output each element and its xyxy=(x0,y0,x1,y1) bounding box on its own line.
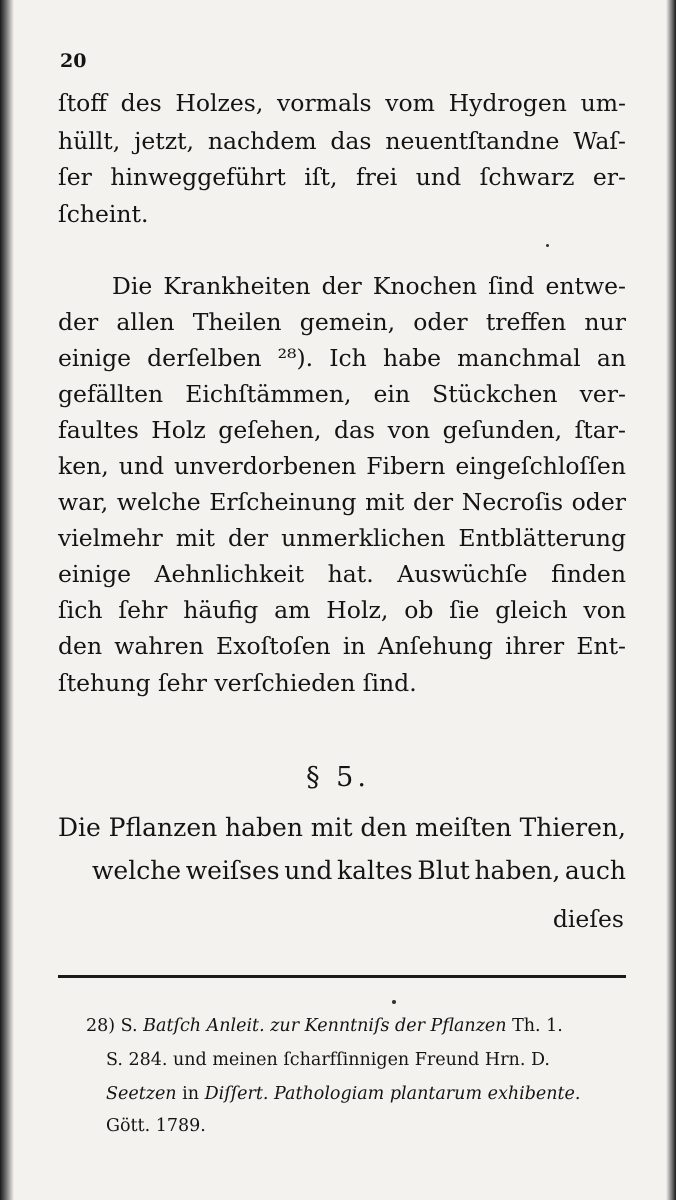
footnote-text: Th. 1. xyxy=(506,1016,563,1036)
word: um- xyxy=(580,89,626,117)
word: ſie xyxy=(449,596,480,624)
text-line xyxy=(58,815,626,840)
page-number: 20 xyxy=(60,50,87,72)
word: der xyxy=(321,272,362,300)
word: Thieren, xyxy=(519,813,626,842)
text-line: ſtehung ſehr verſchieden ſind. xyxy=(58,669,417,697)
word: gemein, xyxy=(299,308,396,336)
footnote-author: Seetzen xyxy=(106,1084,177,1104)
word: ſtoff xyxy=(58,89,107,117)
text-line xyxy=(58,344,626,372)
word: entwe- xyxy=(545,272,626,300)
word: vom xyxy=(385,89,435,117)
word: von xyxy=(387,416,431,444)
word: hinweggeführt xyxy=(110,163,286,191)
text-line xyxy=(58,380,626,408)
word: haben xyxy=(225,813,303,842)
text-line xyxy=(58,488,626,516)
word: ob xyxy=(404,596,434,624)
word: allen xyxy=(116,308,175,336)
word: manchmal xyxy=(457,344,581,372)
text-line xyxy=(58,452,626,480)
word: Erſcheinung xyxy=(209,488,357,516)
word: ²⁸). xyxy=(277,344,314,372)
word: frei xyxy=(355,163,398,191)
word: und xyxy=(284,856,333,885)
word: geſunden, xyxy=(442,416,563,444)
word: in xyxy=(342,632,366,660)
word: Holz xyxy=(151,416,206,444)
word: hüllt, xyxy=(58,127,121,155)
word: geſehen, xyxy=(218,416,322,444)
page-edge-left xyxy=(0,0,14,1200)
word: gleich xyxy=(495,596,568,624)
word: Die xyxy=(58,813,101,842)
word: kaltes xyxy=(337,856,413,885)
word: wahren xyxy=(114,632,204,660)
word: das xyxy=(333,416,376,444)
footnote-line: Gött. 1789. xyxy=(106,1116,206,1136)
page-edge-right xyxy=(666,0,676,1200)
word: des xyxy=(120,89,162,117)
text-line xyxy=(58,560,626,588)
footnote-line: S. 284. und meinen ſcharfſinnigen Freund Hrn. D. xyxy=(106,1050,550,1070)
footnote-marker: 28) S. xyxy=(86,1016,144,1036)
word: faultes xyxy=(58,416,139,444)
word: am xyxy=(274,596,311,624)
word: von xyxy=(583,596,626,624)
word: einige xyxy=(58,344,132,372)
word: Waſ- xyxy=(573,127,626,155)
word: vormals xyxy=(277,89,372,117)
word: einige xyxy=(58,560,132,588)
word: neuentſtandne xyxy=(385,127,560,155)
word: und xyxy=(118,452,165,480)
word: ſich xyxy=(58,596,103,624)
word: ſchwarz xyxy=(479,163,575,191)
word: Aehnlichkeit xyxy=(154,560,305,588)
word: oder xyxy=(571,488,626,516)
word: welche xyxy=(92,856,182,885)
catchword: dieſes xyxy=(552,905,624,933)
word: häufig xyxy=(183,596,259,624)
word: oder xyxy=(413,308,468,336)
word: nur xyxy=(584,308,626,336)
word: ſtar- xyxy=(574,416,626,444)
word: gefällten xyxy=(58,380,164,408)
word: Anſehung xyxy=(377,632,493,660)
word: Necroſis xyxy=(461,488,564,516)
word: Fibern xyxy=(366,452,446,480)
word: eingeſchloſſen xyxy=(455,452,626,480)
word: finden xyxy=(551,560,626,588)
word: derſelben xyxy=(147,344,262,372)
text-line xyxy=(58,163,626,191)
text-line xyxy=(58,596,626,624)
text-line: ſcheint. xyxy=(58,200,149,228)
footnote-citation: Batſch Anleit. zur Kenntniſs der Pflanzen xyxy=(143,1016,507,1036)
word: Eichſtämmen, xyxy=(185,380,352,408)
word: hat. xyxy=(327,560,374,588)
word: er- xyxy=(592,163,626,191)
word: Theilen xyxy=(192,308,282,336)
text-line xyxy=(92,858,626,883)
word: den xyxy=(58,632,103,660)
section-heading: § 5. xyxy=(306,762,370,793)
footnote-line xyxy=(106,1086,580,1104)
word: welche xyxy=(116,488,201,516)
text-line xyxy=(58,632,626,660)
text-line xyxy=(58,524,626,552)
word: den xyxy=(360,813,408,842)
footnote-text: in xyxy=(176,1084,205,1104)
word: ihrer xyxy=(505,632,565,660)
word: war, xyxy=(58,488,109,516)
word: ſer xyxy=(58,163,92,191)
word: der xyxy=(412,488,454,516)
word: treffen xyxy=(485,308,567,336)
word: ken, xyxy=(58,452,109,480)
word: Exoſtoſen xyxy=(216,632,331,660)
word: Pflanzen xyxy=(108,813,218,842)
word: haben, xyxy=(474,856,561,885)
footnote-line xyxy=(86,1018,563,1036)
word: vielmehr xyxy=(58,524,163,552)
word: der xyxy=(58,308,99,336)
word: meiſten xyxy=(415,813,512,842)
word: unverdorbenen xyxy=(174,452,357,480)
word: mit xyxy=(310,813,353,842)
footnote-divider xyxy=(58,975,626,978)
word: auch xyxy=(564,856,626,885)
word: Knochen xyxy=(372,272,478,300)
word: der xyxy=(227,524,269,552)
word: Ich xyxy=(329,344,367,372)
ink-speck xyxy=(392,1000,396,1004)
word: jetzt, xyxy=(134,127,194,155)
word: habe xyxy=(382,344,442,372)
text-line xyxy=(58,416,626,444)
word: nachdem xyxy=(207,127,317,155)
word: unmerklichen xyxy=(281,524,446,552)
word: Auswüchſe xyxy=(397,560,528,588)
word: an xyxy=(596,344,626,372)
word: Die xyxy=(112,272,153,300)
word: Krankheiten xyxy=(163,272,311,300)
word: das xyxy=(330,127,372,155)
text-line xyxy=(58,89,626,117)
word: Ent- xyxy=(576,632,626,660)
word: mit xyxy=(175,524,215,552)
word: Stückchen xyxy=(432,380,558,408)
text-line xyxy=(58,127,626,155)
word: ſind xyxy=(488,272,535,300)
word: Holzes, xyxy=(175,89,264,117)
text-line xyxy=(58,308,626,336)
word: Holz, xyxy=(326,596,389,624)
word: weiſses xyxy=(185,856,280,885)
text-line xyxy=(112,272,626,300)
word: ver- xyxy=(579,380,626,408)
footnote-title: Diſſert. Pathologiam plantarum exhibente. xyxy=(204,1084,581,1104)
word: Entblätterung xyxy=(458,524,626,552)
word: Blut xyxy=(417,856,470,885)
word: Hydrogen xyxy=(448,89,567,117)
word: ſehr xyxy=(118,596,168,624)
word: iſt, xyxy=(304,163,338,191)
ink-speck xyxy=(546,244,549,247)
word: ein xyxy=(373,380,411,408)
word: und xyxy=(415,163,462,191)
word: mit xyxy=(365,488,405,516)
